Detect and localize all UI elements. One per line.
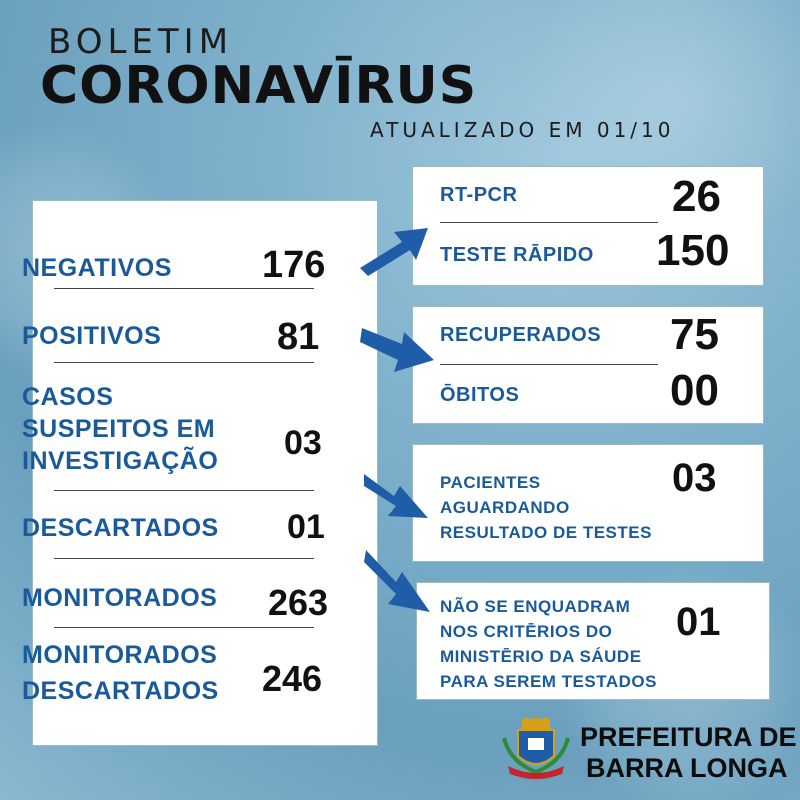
aguardando-value: 03 xyxy=(672,456,717,500)
crest-icon xyxy=(500,718,572,780)
descartados-value: 01 xyxy=(287,508,325,546)
row-suspeitos xyxy=(22,382,322,482)
row-monitorados xyxy=(22,580,329,623)
suspeitos-label-2: SUSPEITOS EM xyxy=(22,415,216,443)
row-descartados xyxy=(22,508,325,550)
monitorados-label: MONITORADOS xyxy=(22,584,218,612)
header-title-big: CORONAVĪRUS xyxy=(40,56,478,116)
recuperados-value: 75 xyxy=(670,310,719,359)
monitorados-descartados-label-1: MONITORADOS xyxy=(22,641,218,669)
nao-enquadram-line-2: NOS CRITĒRIOS DO xyxy=(440,622,613,641)
recuperados-label: RECUPERADOS xyxy=(440,324,602,346)
header-title-small: BOLETIM xyxy=(48,22,234,62)
obitos-label: ŌBITOS xyxy=(440,384,520,406)
aguardando-line-1: PACIENTES xyxy=(440,473,541,492)
divider xyxy=(54,362,314,363)
updated-date: ATUALIZADO EM 01/10 xyxy=(370,118,675,142)
positivos-label: POSITIVOS xyxy=(22,322,162,350)
suspeitos-value: 03 xyxy=(284,424,322,462)
footer-title xyxy=(580,722,797,784)
descartados-label: DESCARTADOS xyxy=(22,514,219,542)
divider xyxy=(54,490,314,491)
teste-rapido-value: 150 xyxy=(656,226,730,275)
monitorados-value: 263 xyxy=(268,582,329,623)
arrow-icon xyxy=(360,462,432,526)
divider xyxy=(440,364,658,365)
nao-enquadram-line-4: PARA SEREM TESTADOS xyxy=(440,672,657,691)
row-negativos xyxy=(22,244,326,290)
row-positivos xyxy=(22,318,322,358)
suspeitos-label-3: INVESTIGAÇÃO xyxy=(22,447,219,475)
footer-line-1: PREFEITURA DE xyxy=(580,722,797,752)
monitorados-descartados-label-2: DESCARTADOS xyxy=(22,677,219,705)
nao-enquadram-line-3: MINISTĒRIO DA SÁUDE xyxy=(440,647,642,666)
rtpcr-value: 26 xyxy=(672,172,721,221)
positivos-value: 81 xyxy=(277,316,320,358)
rtpcr-label: RT-PCR xyxy=(440,184,518,206)
monitorados-descartados-value: 246 xyxy=(262,658,323,699)
nao-enquadram-line-1: NÃO SE ENQUADRAM xyxy=(440,597,631,616)
aguardando-line-2: AGUARDANDO xyxy=(440,498,570,517)
aguardando-line-3: RESULTADO DE TESTES xyxy=(440,523,652,542)
suspeitos-label-1: CASOS xyxy=(22,383,114,411)
negativos-label: NEGATIVOS xyxy=(22,254,172,282)
row-monitorados-descartados xyxy=(22,640,322,710)
divider xyxy=(440,222,658,223)
teste-rapido-label: TESTE RĀPIDO xyxy=(440,244,594,266)
arrow-icon xyxy=(362,540,434,616)
divider xyxy=(54,558,314,559)
nao-enquadram-value: 01 xyxy=(676,600,721,644)
obitos-value: 00 xyxy=(670,366,719,415)
negativos-value: 176 xyxy=(262,244,326,286)
arrow-icon xyxy=(354,212,434,282)
divider xyxy=(54,627,314,628)
footer-line-2: BARRA LONGA xyxy=(586,753,788,783)
arrow-icon xyxy=(358,320,438,380)
divider xyxy=(54,288,314,289)
